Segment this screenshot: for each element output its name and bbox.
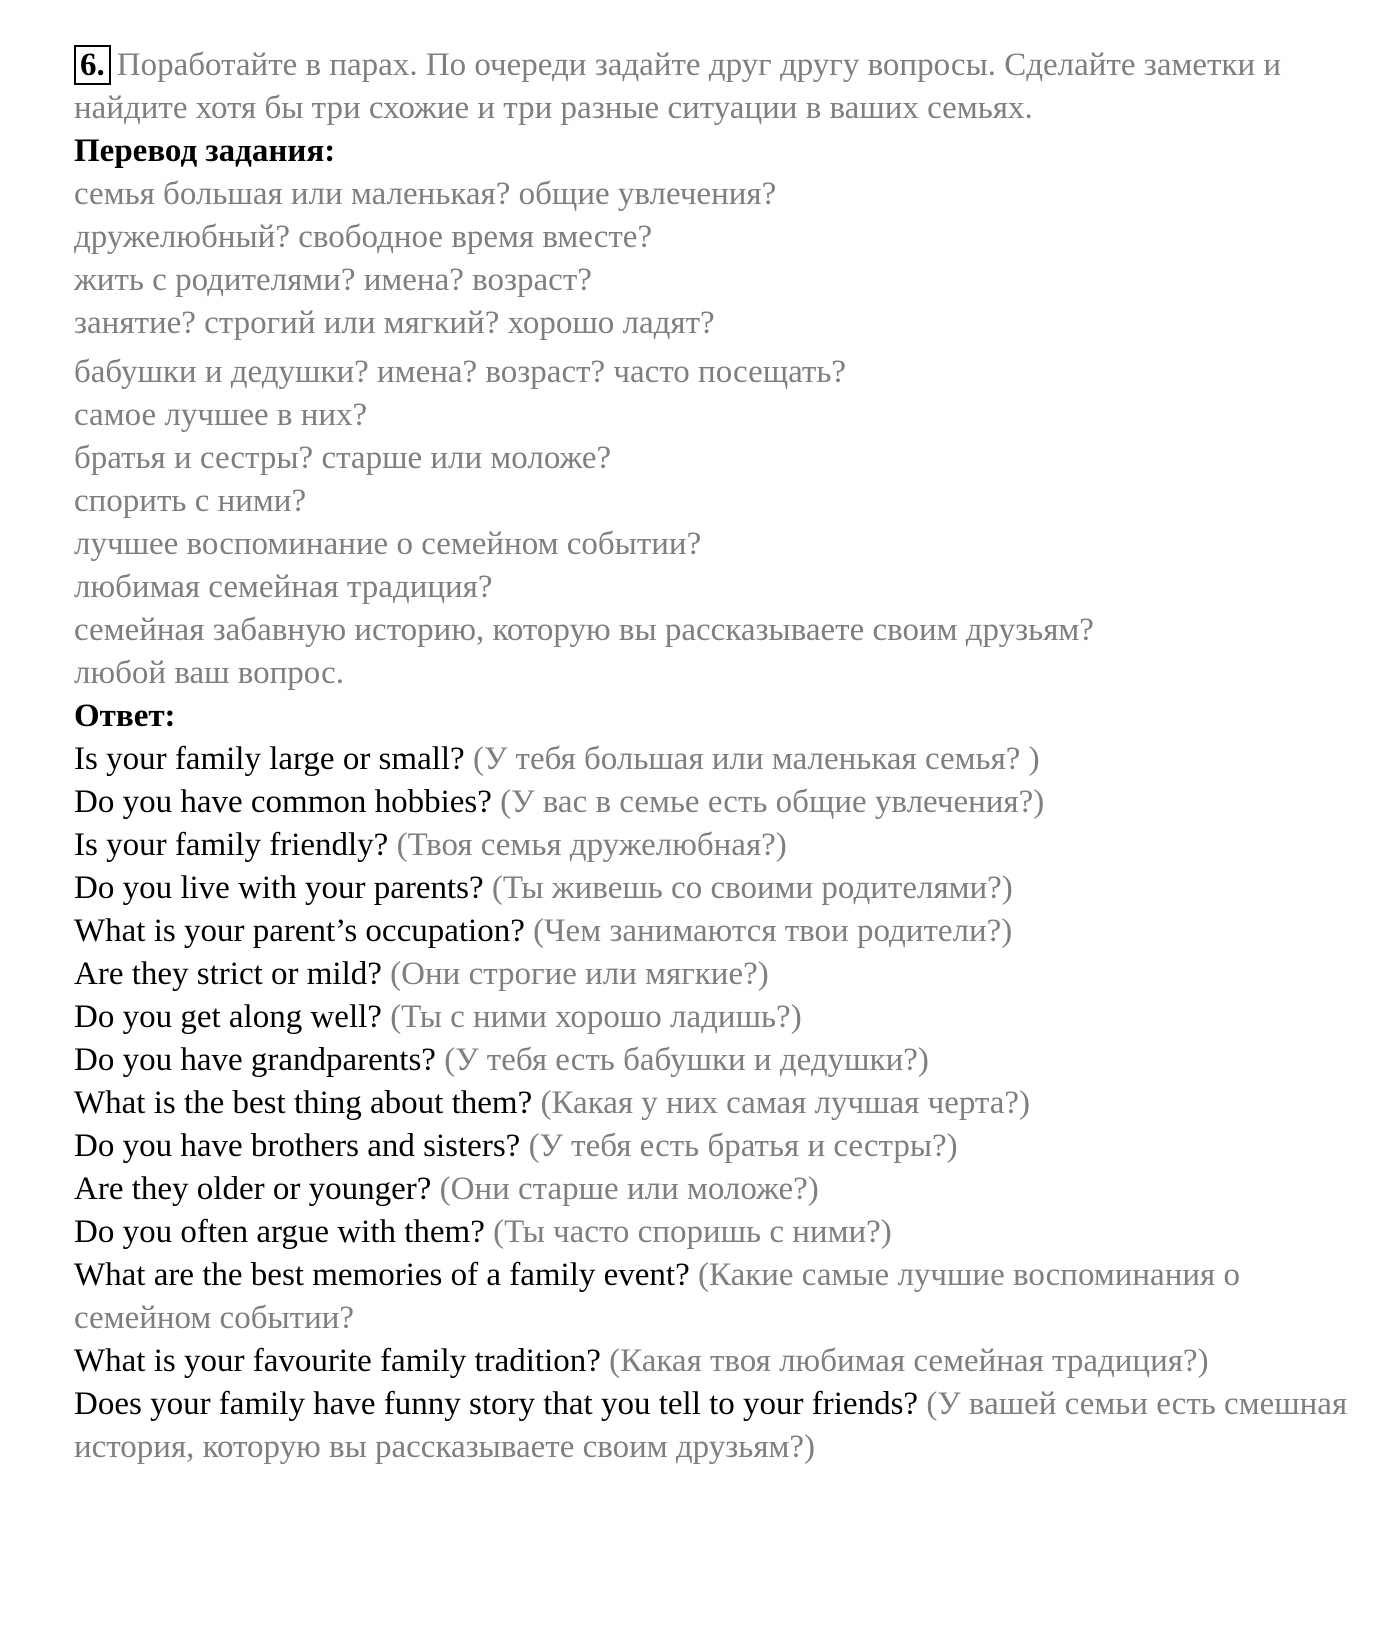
answer-question: What is the best thing about them? bbox=[74, 1085, 533, 1121]
answer-translation: (Они старше или моложе?) bbox=[439, 1171, 819, 1207]
answer-item bbox=[74, 1254, 1364, 1340]
translation-line: занятие? строгий или мягкий? хорошо ладят? bbox=[74, 305, 715, 341]
answer-translation: (У тебя есть бабушки и дедушки?) bbox=[444, 1042, 929, 1078]
translation-line: дружелюбный? свободное время вместе? bbox=[74, 219, 653, 255]
answer-translation: (Какие самые лучшие воспоминания о семейном событии? bbox=[74, 1257, 1240, 1336]
answer-question: Do you have common hobbies? bbox=[74, 784, 492, 820]
answer-question: Do you get along well? bbox=[74, 999, 382, 1035]
translation-line: братья и сестры? старше или моложе? bbox=[74, 440, 612, 476]
answer-question: Is your family large or small? bbox=[74, 741, 465, 777]
answer-translation: (Чем занимаются твои родители?) bbox=[533, 913, 1013, 949]
translation-line: самое лучшее в них? bbox=[74, 397, 368, 433]
answer-item bbox=[74, 1125, 1364, 1168]
answer-item bbox=[74, 1039, 1364, 1082]
answer-question: Are they strict or mild? bbox=[74, 956, 382, 992]
answer-item bbox=[74, 953, 1364, 996]
task-instruction-text: Поработайте в парах. По очереди задайте друг другу вопросы. Сделайте заметки и найдите хотя бы три схожие и три разные ситуации в ваших семьях. bbox=[74, 47, 1282, 126]
answer-item bbox=[74, 738, 1364, 781]
answer-item bbox=[74, 824, 1364, 867]
answer-translation: (Они строгие или мягкие?) bbox=[390, 956, 769, 992]
answer-question: Are they older or younger? bbox=[74, 1171, 432, 1207]
answer-translation: (Какая твоя любимая семейная традиция?) bbox=[609, 1343, 1209, 1379]
translation-line: семейная забавную историю, которую вы рассказываете своим друзьям? bbox=[74, 612, 1094, 648]
answer-question: What are the best memories of a family event? bbox=[74, 1257, 690, 1293]
translation-line: лучшее воспоминание о семейном событии? bbox=[74, 526, 702, 562]
answer-question: Do you have brothers and sisters? bbox=[74, 1128, 521, 1164]
answer-question: Do you live with your parents? bbox=[74, 870, 484, 906]
document-page bbox=[74, 44, 1364, 1469]
answer-translation: (Ты часто споришь с ними?) bbox=[493, 1214, 892, 1250]
answer-question: What is your favourite family tradition? bbox=[74, 1343, 601, 1379]
answer-translation: (У вашей семьи есть смешная история, которую вы рассказываете своим друзьям?) bbox=[74, 1386, 1348, 1465]
task-instruction bbox=[74, 44, 1364, 130]
answer-item bbox=[74, 1211, 1364, 1254]
translation-line: любой ваш вопрос. bbox=[74, 655, 345, 691]
answer-item bbox=[74, 910, 1364, 953]
answer-heading: Ответ: bbox=[74, 698, 176, 734]
answer-item bbox=[74, 867, 1364, 910]
answer-item bbox=[74, 1383, 1364, 1469]
answer-translation: (Какая у них самая лучшая черта?) bbox=[540, 1085, 1031, 1121]
answer-question: Do you often argue with them? bbox=[74, 1214, 485, 1250]
answer-question: Do you have grandparents? bbox=[74, 1042, 436, 1078]
answer-translation: (Ты живешь со своими родителями?) bbox=[491, 870, 1013, 906]
translation-line: семья большая или маленькая? общие увлечения? bbox=[74, 176, 777, 212]
answer-translation: (У тебя есть братья и сестры?) bbox=[528, 1128, 958, 1164]
answer-translation: (Ты с ними хорошо ладишь?) bbox=[390, 999, 802, 1035]
answer-translation: (Твоя семья дружелюбная?) bbox=[396, 827, 787, 863]
answer-question: What is your parent’s occupation? bbox=[74, 913, 525, 949]
answer-item bbox=[74, 1082, 1364, 1125]
translation-heading: Перевод задания: bbox=[74, 133, 336, 169]
translation-line: любимая семейная традиция? bbox=[74, 569, 493, 605]
answer-item bbox=[74, 781, 1364, 824]
answer-item bbox=[74, 1168, 1364, 1211]
translation-line: жить с родителями? имена? возраст? bbox=[74, 262, 592, 298]
translation-line: спорить с ними? bbox=[74, 483, 307, 519]
translation-line: бабушки и дедушки? имена? возраст? часто посещать? bbox=[74, 354, 847, 390]
answer-translation: (У вас в семье есть общие увлечения?) bbox=[500, 784, 1045, 820]
answer-question: Does your family have funny story that you tell to your friends? bbox=[74, 1386, 919, 1422]
task-number: 6. bbox=[74, 45, 111, 85]
answer-item bbox=[74, 1340, 1364, 1383]
answer-item bbox=[74, 996, 1364, 1039]
answer-question: Is your family friendly? bbox=[74, 827, 389, 863]
answer-translation: (У тебя большая или маленькая семья? ) bbox=[472, 741, 1040, 777]
